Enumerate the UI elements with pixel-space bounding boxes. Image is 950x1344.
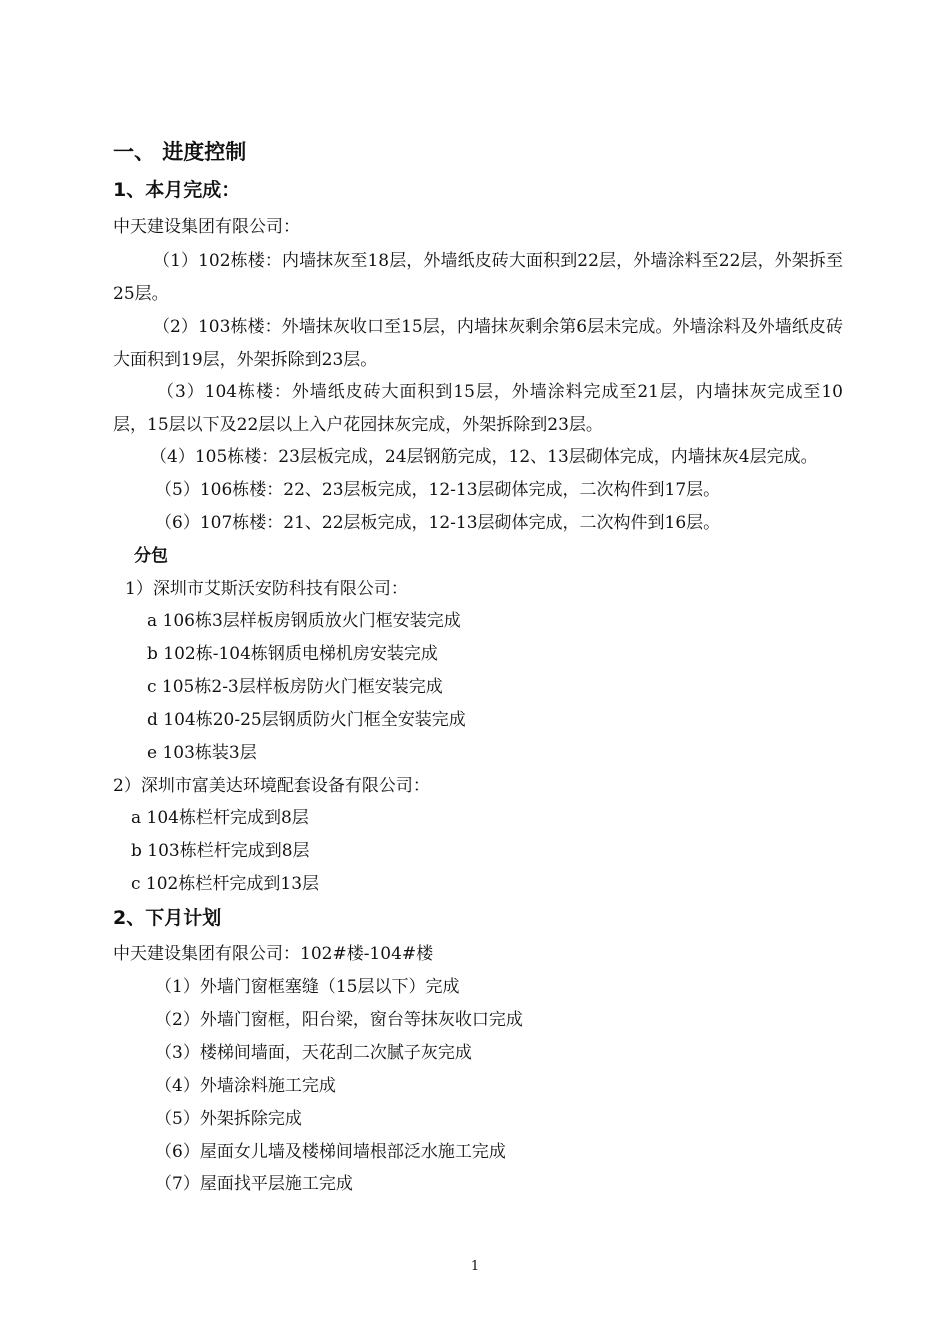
item-107: （6）107栋楼：21、22层板完成，12-13层砌体完成，二次构件到16层。 bbox=[155, 513, 721, 533]
sub2-item: c 102栋栏杆完成到13层 bbox=[131, 874, 320, 894]
plan-item: （5）外架拆除完成 bbox=[155, 1109, 302, 1129]
this-month-heading: 1、本月完成： bbox=[113, 179, 241, 201]
plan-item: （6）屋面女儿墙及楼梯间墙根部泛水施工完成 bbox=[155, 1142, 506, 1162]
subcontractor-2-title: 2）深圳市富美达环境配套设备有限公司： bbox=[113, 776, 430, 796]
plan-item: （1）外墙门窗框塞缝（15层以下）完成 bbox=[155, 977, 460, 997]
next-month-heading: 2、下月计划 bbox=[113, 907, 222, 929]
subcontractor-heading: 分包 bbox=[134, 546, 168, 566]
subcontractor-1-title: 1）深圳市艾斯沃安防科技有限公司： bbox=[125, 579, 408, 599]
item-103: （2）103栋楼：外墙抹灰收口至15层，内墙抹灰剩余第6层未完成。外墙涂料及外墙纸皮砖大面积到19层，外架拆除到23层。 bbox=[113, 317, 843, 370]
sub2-item: b 103栋栏杆完成到8层 bbox=[131, 841, 310, 861]
next-month-contractor: 中天建设集团有限公司：102#楼-104#楼 bbox=[113, 944, 434, 964]
sub1-item: e 103栋装3层 bbox=[147, 743, 257, 763]
sub1-item: c 105栋2-3层样板房防火门框安装完成 bbox=[147, 677, 443, 697]
section-heading: 一、 进度控制 bbox=[113, 140, 247, 164]
sub2-item: a 104栋栏杆完成到8层 bbox=[131, 808, 309, 828]
plan-item: （2）外墙门窗框，阳台梁，窗台等抹灰收口完成 bbox=[155, 1010, 523, 1030]
contractor-label: 中天建设集团有限公司： bbox=[113, 217, 300, 237]
plan-item: （4）外墙涂料施工完成 bbox=[155, 1076, 336, 1096]
item-106: （5）106栋楼：22、23层板完成，12-13层砌体完成，二次构件到17层。 bbox=[155, 480, 721, 500]
item-105: （4）105栋楼：23层板完成，24层钢筋完成，12、13层砌体完成，内墙抹灰4层完成。 bbox=[150, 447, 818, 467]
sub1-item: d 104栋20-25层钢质防火门框全安装完成 bbox=[147, 710, 466, 730]
plan-item: （3）楼梯间墙面，天花刮二次腻子灰完成 bbox=[155, 1043, 472, 1063]
page-number: 1 bbox=[470, 1259, 480, 1274]
item-102: （1）102栋楼：内墙抹灰至18层，外墙纸皮砖大面积到22层，外墙涂料至22层，外架拆至25层。 bbox=[113, 251, 843, 304]
plan-item: （7）屋面找平层施工完成 bbox=[155, 1174, 353, 1194]
sub1-item: b 102栋-104栋钢质电梯机房安装完成 bbox=[147, 644, 438, 664]
sub1-item: a 106栋3层样板房钢质放火门框安装完成 bbox=[147, 611, 461, 631]
item-104: （3）104栋楼：外墙纸皮砖大面积到15层，外墙涂料完成至21层，内墙抹灰完成至10层，15层以下及22层以上入户花园抹灰完成，外架拆除到23层。 bbox=[113, 382, 843, 435]
